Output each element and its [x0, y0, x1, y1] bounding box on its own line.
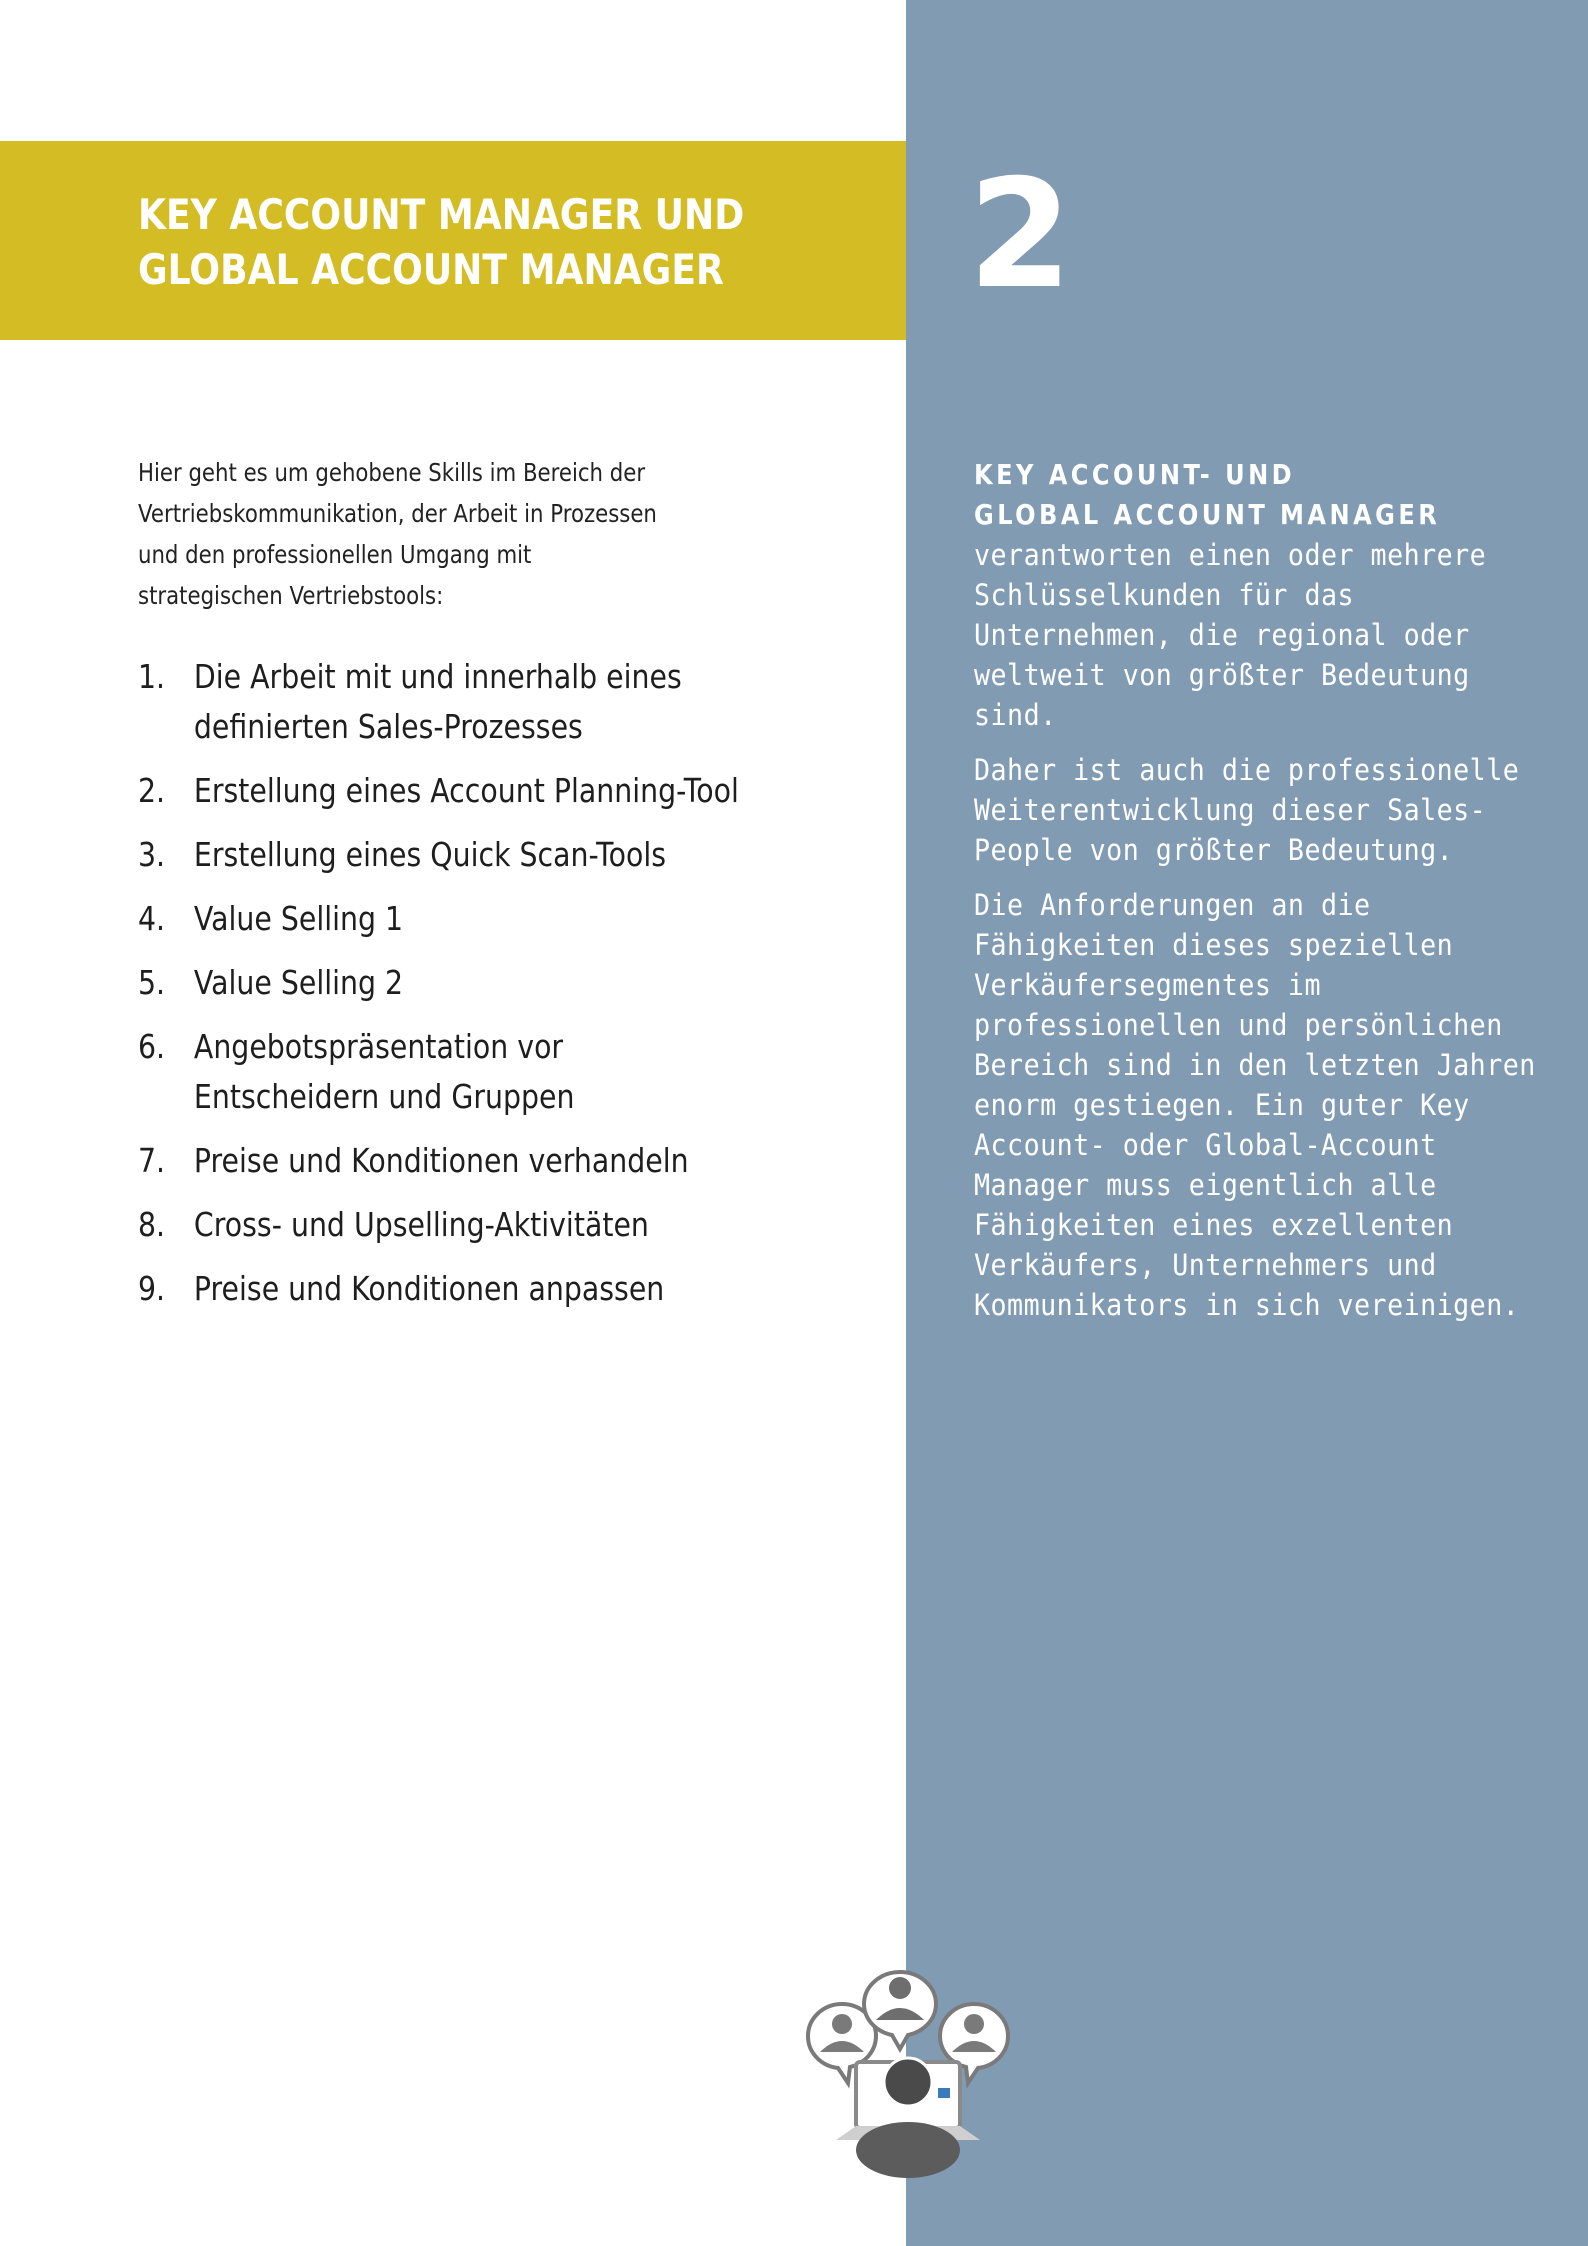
- list-item: [138, 894, 757, 944]
- list-item-text: Value Selling 1: [193, 899, 404, 938]
- side-heading-line-2: GLOBAL ACCOUNT MANAGER: [974, 498, 1441, 531]
- list-item-text: Erstellung eines Quick Scan-Tools: [193, 835, 667, 874]
- chapter-number: 2: [968, 148, 1073, 322]
- list-item-number: 4.: [138, 899, 166, 938]
- list-item-text: Preise und Konditionen anpassen: [193, 1269, 665, 1308]
- list-item: [138, 766, 757, 816]
- side-heading: [974, 455, 1490, 535]
- list-item-number: 9.: [138, 1269, 166, 1308]
- list-item-text: Preise und Konditionen verhandeln: [193, 1141, 689, 1180]
- side-paragraph-2: Daher ist auch die professionelle Weiterentwicklung dieser Sales-People von größter Bedeutung.: [974, 753, 1520, 867]
- side-heading-line-1: KEY ACCOUNT- UND: [974, 458, 1296, 491]
- list-item-number: 2.: [138, 771, 166, 810]
- page-title-line-1: KEY ACCOUNT MANAGER UND: [138, 190, 745, 239]
- list-item-number: 8.: [138, 1205, 166, 1244]
- list-item-text: Cross- und Upselling-Aktivitäten: [193, 1205, 649, 1244]
- list-item-text: Value Selling 2: [193, 963, 404, 1002]
- list-item: [138, 1022, 757, 1122]
- side-description: [974, 455, 1574, 1340]
- list-item-number: 7.: [138, 1141, 166, 1180]
- side-paragraph-3: Die Anforderungen an die Fähigkeiten dieses speziellen Verkäufersegmentes im professionellen und persönlichen Bereich sind in den letzten Jahren enorm gestiegen. Ein guter Key Account- oder Global-Account Manager muss eigentlich alle Fähigkeiten eines exzellenten Verkäufers, Unternehmers und Kommunikators in sich vereinigen.: [974, 888, 1536, 1322]
- skills-list: [138, 652, 757, 1328]
- list-item-number: 3.: [138, 835, 166, 874]
- list-item: [138, 1200, 757, 1250]
- list-item-number: 6.: [138, 1027, 166, 1066]
- list-item: [138, 1264, 757, 1314]
- list-item: [138, 830, 757, 880]
- side-paragraph-1: verantworten einen oder mehrere Schlüsselkunden für das Unternehmen, die regional oder weltweit von größter Bedeutung sind.: [974, 538, 1487, 732]
- page-title-line-2: GLOBAL ACCOUNT MANAGER: [138, 245, 724, 294]
- intro-paragraph: Hier geht es um gehobene Skills im Bereich der Vertriebskommunikation, der Arbeit in Prozessen und den professionellen Umgang mit strategischen Vertriebstools:: [138, 458, 657, 610]
- list-item-text: Die Arbeit mit und innerhalb eines definierten Sales-Prozesses: [193, 657, 682, 746]
- list-item-number: 5.: [138, 963, 166, 1002]
- page-title: [138, 187, 744, 297]
- list-item: [138, 958, 757, 1008]
- list-item-number: 1.: [138, 657, 166, 696]
- list-item: [138, 652, 757, 752]
- video-conference-icon: [800, 1968, 1016, 2180]
- list-item-text: Angebotspräsentation vor Entscheidern und Gruppen: [193, 1027, 575, 1116]
- list-item: [138, 1136, 757, 1186]
- list-item-text: Erstellung eines Account Planning-Tool: [193, 771, 739, 810]
